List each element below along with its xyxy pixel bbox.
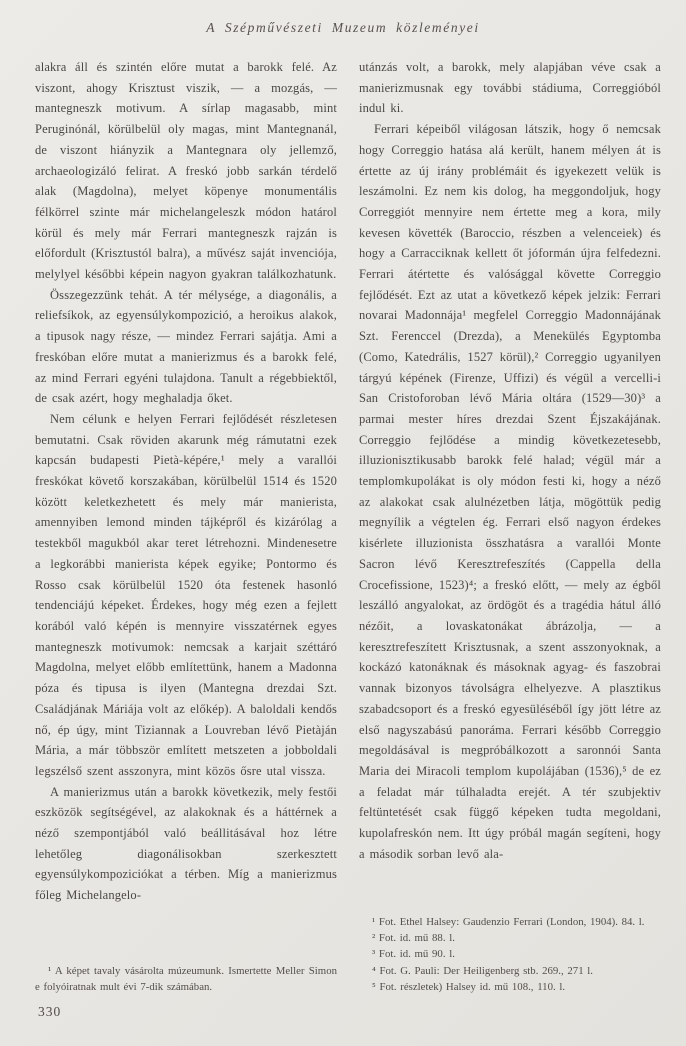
text-columns bbox=[35, 57, 661, 995]
paragraph: A manierizmus után a barokk következik, mely festői eszközök segítségével, az alakoknak és a háttérnek a néző szempontjából való beállitásával hoz létre lehetőleg diagonálisokban szerkesztett egyensúlykompoziciókat a térben. Míg a manierizmus főleg Michelangelo- bbox=[35, 784, 337, 903]
footnote: ² Fot. id. mű 88. l. bbox=[372, 932, 455, 945]
running-header: A Szépművészeti Muzeum közleményei bbox=[206, 20, 480, 35]
left-column bbox=[35, 57, 337, 995]
right-footnotes bbox=[359, 906, 661, 995]
paragraph: utánzás volt, a barokk, mely alapjában véve csak a manierizmusnak egy további stádiuma, Correggióból indul ki. bbox=[359, 60, 661, 116]
paragraph: Összegezzünk tehát. A tér mélysége, a diagonális, a reliefsíkok, az egyensúlykompozició, a heroikus alakok, a tipusok nagy része, — mindez Ferrari sajátja. Ami a freskóban előre mutat a manierizmus és a barokk felé, az mind Ferrari egyéni tulajdona. Tanult a régebbiektől, de csak azért, hogy meghaladja őket. bbox=[35, 287, 337, 406]
right-column bbox=[359, 57, 661, 995]
footnote: ¹ Fot. Ethel Halsey: Gaudenzio Ferrari (London, 1904). 84. l. bbox=[372, 915, 645, 928]
paragraph: Ferrari képeiből világosan látszik, hogy ő nemcsak hogy Correggio hatása alá került, hanem mélyen át is értette az új irány problémáit és igyekezett velük is leszámolni. Ez nem kis dolog, ha meggondoljuk, hogy Correggiót mennyire nem értette meg a kora, mily kevesen követték (Baroccio, részben a velenceiek) és hogy a Carracciknak kellett őt jóformán újra felfedezni. Ferrari átértette és valósággal követte Correggio fejlődését. Ezt az utat a következő képek jelzik: Ferrari novarai Madonnája¹ megfelel Correggio Madonnájának Szt. Ferenccel (Drezda), a Menekülés Egyptomba (Como, Katedrális, 1527 körül),² Correggio ugyanilyen tárgyú képének (Firenze, Uffizi) és végül a vercelli-i San Cristoforoban lévő Mária oltára (1529—30)³ a parmai mester híres drezdai Szent Éjszakájának. Correggio fejlődése a mindig következetesebb, illuzionisztikusabb barokk felé halad; végül már a templomkupolákat is oly módon festi ki, hogy a néző az alakokat csak alulnézetben látja, mögöttük pedig megnyílik a végtelen ég. Ferrari első nagyon érdekes kisérlete illuzionista összhatásra a varallói Monte Sacron lévő Keresztrefeszítés (Cappella della Crocefissione, 1523)⁴; a freskó előtt, — mely az égből leszálló angyalokat, az ördögöt és a tragédia hátul álló nézőit, a lovaskatonákat ábrázolja, — a keresztrefeszített Krisztusnak, a szent asszonyoknak, a kockázó katonáknak és másoknak agyag- és faszobrai vannak bizonyos távolságra elhelyezve. A plasztikus szabadcsoport és a freskó egyesüléséből így jött létre az első nagyszabású panoráma. Ferrari később Correggio megoldásával is megpróbálkozott a saronnói Santa Maria dei Miracoli templom kupolájában (1536),⁵ de ez a feladat már túlhaladta erejét. A tér szubjektiv feltüntetését csak függő képeken tudta megoldani, kupolafreskón nem. Itt úgy próbál magán segíteni, hogy a második sorban levő ala- bbox=[359, 122, 661, 861]
page-number: 330 bbox=[38, 1004, 62, 1019]
paragraph: alakra áll és szintén előre mutat a barokk felé. Az viszont, ahogy Krisztust viszik, — a mozgás, — mantegneszk motivum. A sírlap magasabb, mint Peruginónál, körülbelül oly magas, mint Mantegnanál, de viszont hiányzik a Mantegnara oly jellemző, archaeologizáló felirat. A freskó jobb sarkán térdelő alak (Magdolna), melyet köpenye monumentális félkörrel szinte már michelangeleszk módon határol körül és mely már Ferrari mantegneszk rajzán is előfordult (Krisztustól balra), a művész saját invenciója, melylyel későbbi képein nagyon gyakran találkozhatunk. bbox=[35, 60, 337, 282]
paragraph: Nem célunk e helyen Ferrari fejlődését részletesen bemutatni. Csak röviden akarunk még rámutatni ezek kapcsán budapesti Pietà-képére,¹ mely a varallói freskókat követő korszakában, körülbelül 1514 és 1520 között keletkezhetett és mely már manierista, amennyiben lemond minden tájképről és kizárólag a testekből magukból akar teret létrehozni. Mindenesetre a legkorábbi manierista képek egyike; Pontormo és Rosso csak körülbelül 1520 óta festenek hasonló tendenciájú képeket. Érdekes, hogy még ezen a fejlett korából való képén is mennyire visszatérnek egyes mantegneszk motivumok: nemcsak a karjait széttáró Magdolna, melyet előbb említettünk, hanem a Madonna póza és tipusa is ilyen (Mantegna drezdai Szt. Családjának Máriája volt az előkép). A baloldali kendős nő, ép úgy, mint Tiziannak a Louvreban lévő Pietàján Mária, a már többször említett metszeten a jobboldali legszélső szent asszonyra, mint közös ősre utal vissza. bbox=[35, 411, 337, 778]
footnote: ³ Fot. id. mű 90. l. bbox=[372, 948, 455, 961]
footnote: ⁴ Fot. G. Pauli: Der Heiligenberg stb. 269., 271 l. bbox=[372, 964, 593, 977]
footnote: ⁵ Fot. részletek) Halsey id. mű 108., 110. l. bbox=[372, 980, 566, 993]
left-footnotes bbox=[35, 955, 337, 995]
footnote: ¹ A képet tavaly vásárolta múzeumunk. Ismertette Meller Simon e folyóiratnak mult évi 7-dik számában. bbox=[35, 964, 337, 993]
